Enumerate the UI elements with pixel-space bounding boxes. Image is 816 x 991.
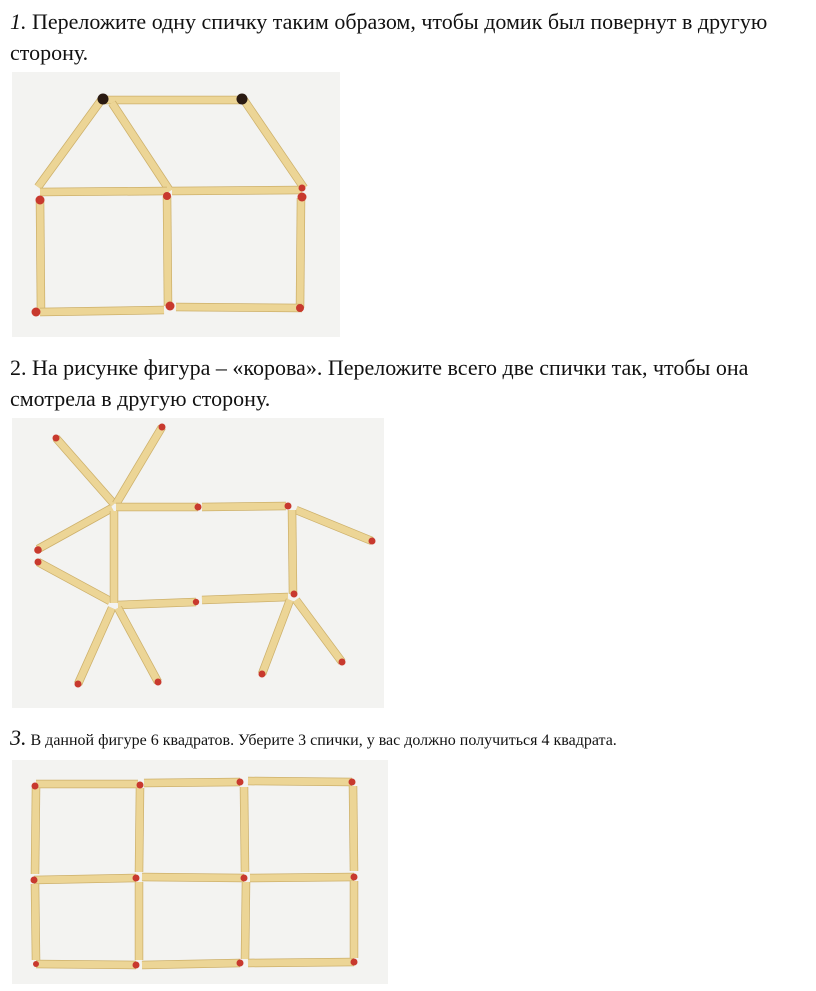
match [296,510,372,541]
match [36,964,136,965]
match [118,602,196,605]
match-head [339,659,346,666]
match [248,962,354,963]
match-head [351,959,358,966]
match-head [32,308,41,317]
match [296,600,342,662]
match [56,438,114,504]
match [78,608,112,684]
match [262,600,290,674]
matchstick-grid-icon [12,760,388,984]
match-head [285,503,292,510]
match-head [298,193,307,202]
match-head [296,304,304,312]
task-1-instruction: Переложите одну спичку таким образом, чтобы домик был повернут в другую сторону. [10,9,768,65]
match [38,99,102,187]
match-head [159,424,166,431]
match-head [98,94,109,105]
task-1-text [10,6,800,68]
match-head [133,962,140,969]
match [202,506,286,507]
match [35,884,36,960]
task-3-instruction: В данной фигуре 6 квадратов. Уберите 3 спички, у вас должно получиться 4 квадрата. [30,732,617,749]
matchstick-cow-icon [12,418,384,708]
cow-matches [38,427,372,684]
match [244,100,304,188]
match [292,510,293,594]
task-2-number: 2. [10,355,27,380]
match [40,200,41,312]
match-head [241,875,248,882]
match-head [137,782,144,789]
house-figure-photo [12,72,340,337]
match [34,878,136,880]
match-head [133,875,140,882]
match-head [32,783,39,790]
match [142,877,244,878]
match [172,190,302,191]
task-2-instruction: На рисунке фигура – «корова». Переложите всего две спички так, чтобы она смотрела в другую сторону. [10,355,749,411]
match [353,786,354,871]
match [176,307,302,308]
grid-figure-photo [12,760,388,984]
task-3-number: 3. [10,725,27,750]
match-head [351,874,358,881]
match-head [35,559,42,566]
match [118,608,158,682]
match [35,788,36,874]
match-head [33,961,39,967]
cow-figure-photo [12,418,384,708]
match-head [36,196,45,205]
match [40,191,167,192]
match [250,877,354,878]
match-head [75,681,82,688]
match [116,427,162,504]
match [244,787,245,872]
match [167,196,168,306]
match-head [53,435,60,442]
match [300,198,301,308]
cow-match-heads [34,424,375,688]
match-head [237,94,248,105]
match-head [259,671,266,678]
match-head [193,599,199,605]
match-head [369,538,376,545]
matchstick-house-icon [12,72,340,337]
match [144,782,240,783]
match-head [291,591,298,598]
match-head [299,185,306,192]
house-matches [38,99,304,312]
match [40,310,164,312]
match-head [349,779,356,786]
task-3-text [10,722,800,756]
task-1-number: 1. [10,9,27,34]
grid-matches [34,781,354,965]
match [245,882,246,959]
match-head [31,877,38,884]
match-head [155,679,162,686]
match-head [163,192,171,200]
match [38,508,112,549]
match [248,781,352,782]
match [142,963,240,965]
match-head [237,960,244,967]
task-2-text [10,352,800,414]
match-head [34,546,42,554]
match-head [237,779,244,786]
match [38,562,110,601]
match-head [166,302,175,311]
match [139,788,140,872]
match [202,597,288,600]
match [112,103,170,191]
match-head [195,504,202,511]
